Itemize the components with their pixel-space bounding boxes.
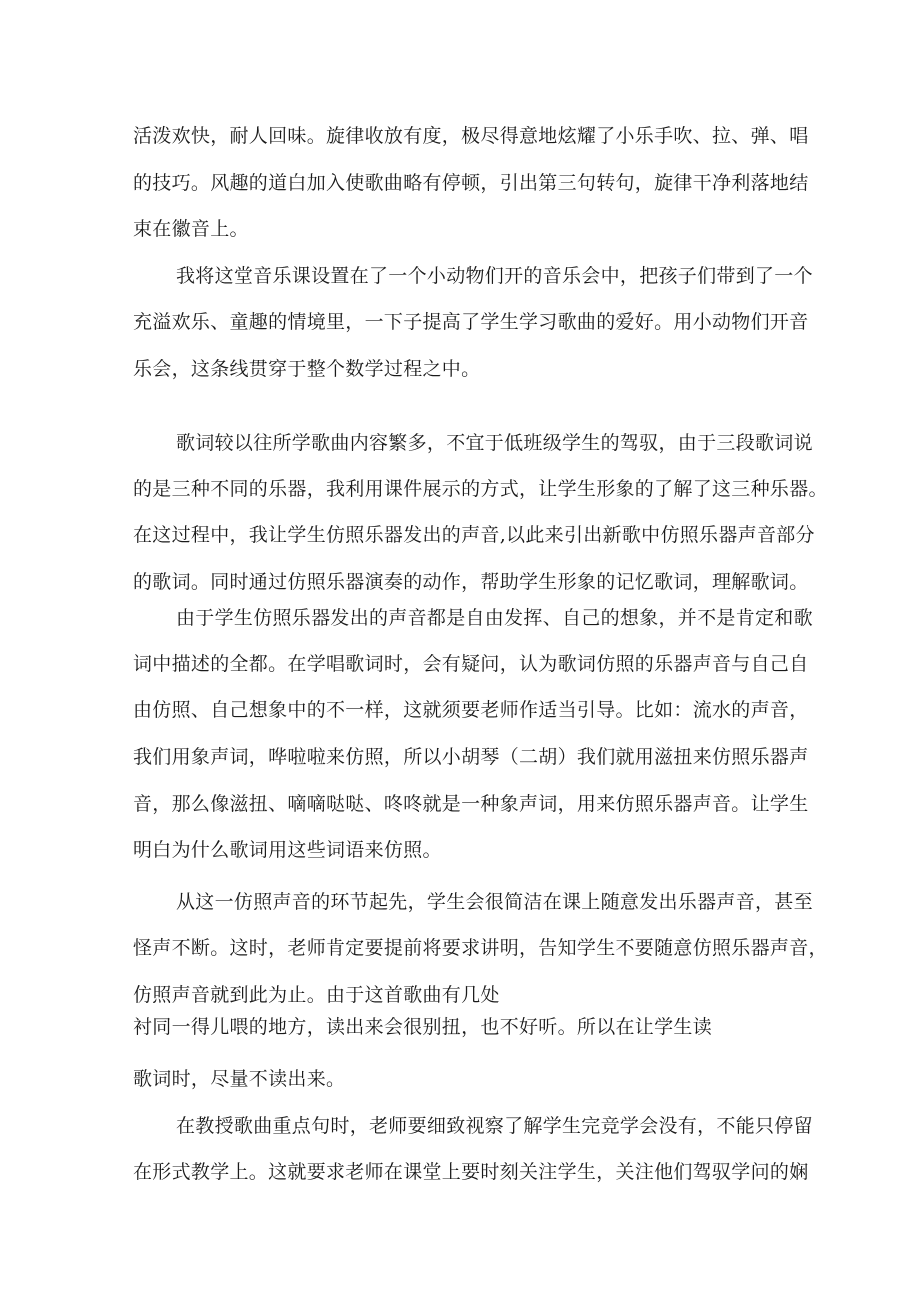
text-line: 充溢欢乐、童趣的情境里，一下子提高了学生学习歌曲的爱好。用小动物们开音 <box>133 311 809 333</box>
text-line: 的歌词。同时通过仿照乐器演奏的动作，帮助学生形象的记忆歌词，理解歌词。 <box>133 571 809 593</box>
text-line: 音，那么像滋扭、嘀嘀哒哒、咚咚就是一种象声词，用来仿照乐器声音。让学生 <box>133 793 809 815</box>
text-line: 明白为什么歌词用这些词语来仿照。 <box>133 839 442 861</box>
text-line: 由于学生仿照乐器发出的声音都是自由发挥、自己的想象，并不是肯定和歌 <box>176 607 813 629</box>
text-line: 的技巧。风趣的道白加入使歌曲略有停顿，引出第三句转句，旋律干净利落地结 <box>133 172 809 194</box>
text-line: 由仿照、自己想象中的不一样，这就须要老师作适当引导。比如：流水的声音， <box>133 699 809 721</box>
text-line: 我将这堂音乐课设置在了一个小动物们开的音乐会中，把孩子们带到了一个 <box>176 265 813 287</box>
text-line: 乐会，这条线贯穿于整个数学过程之中。 <box>133 358 481 380</box>
text-line: 我们用象声词，哗啦啦来仿照，所以小胡琴（二胡）我们就用滋扭来仿照乐器声 <box>133 746 809 768</box>
text-line: 在形式教学上。这就要求老师在课堂上要时刻关注学生，关注他们驾驭学问的娴 <box>133 1161 809 1183</box>
text-line: 歌词时，尽量不读出来。 <box>133 1068 346 1090</box>
text-line: 衬同一得儿喂的地方，读出来会很别扭，也不好听。所以在让学生读 <box>133 1016 713 1038</box>
text-line: 在教授歌曲重点句时，老师要细致视察了解学生完竞学会没有，不能只停留 <box>176 1115 813 1137</box>
text-line: 词中描述的全都。在学唱歌词时，会有疑问，认为歌词仿照的乐器声音与自己自 <box>133 653 809 675</box>
text-line: 的是三种不同的乐器，我利用课件展示的方式，让学生形象的了解了这三种乐器。 <box>133 478 828 500</box>
text-line: 从这一仿照声音的环节起先，学生会很简洁在课上随意发出乐器声音，甚至 <box>176 891 813 913</box>
text-line: 束在徽音上。 <box>133 218 249 240</box>
text-line: 仿照声音就到此为止。由于这首歌曲有几处 <box>133 984 500 1006</box>
text-line: 怪声不断。这时，老师肯定要提前将要求讲明，告知学生不要随意仿照乐器声音， <box>133 937 828 959</box>
text-line: 在这过程中，我让学生仿照乐器发出的声音,以此来引出新歌中仿照乐器声音部分 <box>133 524 815 546</box>
text-line: 活泼欢快，耐人回味。旋律收放有度，极尽得意地炫耀了小乐手吹、拉、弹、唱 <box>133 125 809 147</box>
text-line: 歌词较以往所学歌曲内容繁多，不宜于低班级学生的驾驭，由于三段歌词说 <box>176 432 813 454</box>
